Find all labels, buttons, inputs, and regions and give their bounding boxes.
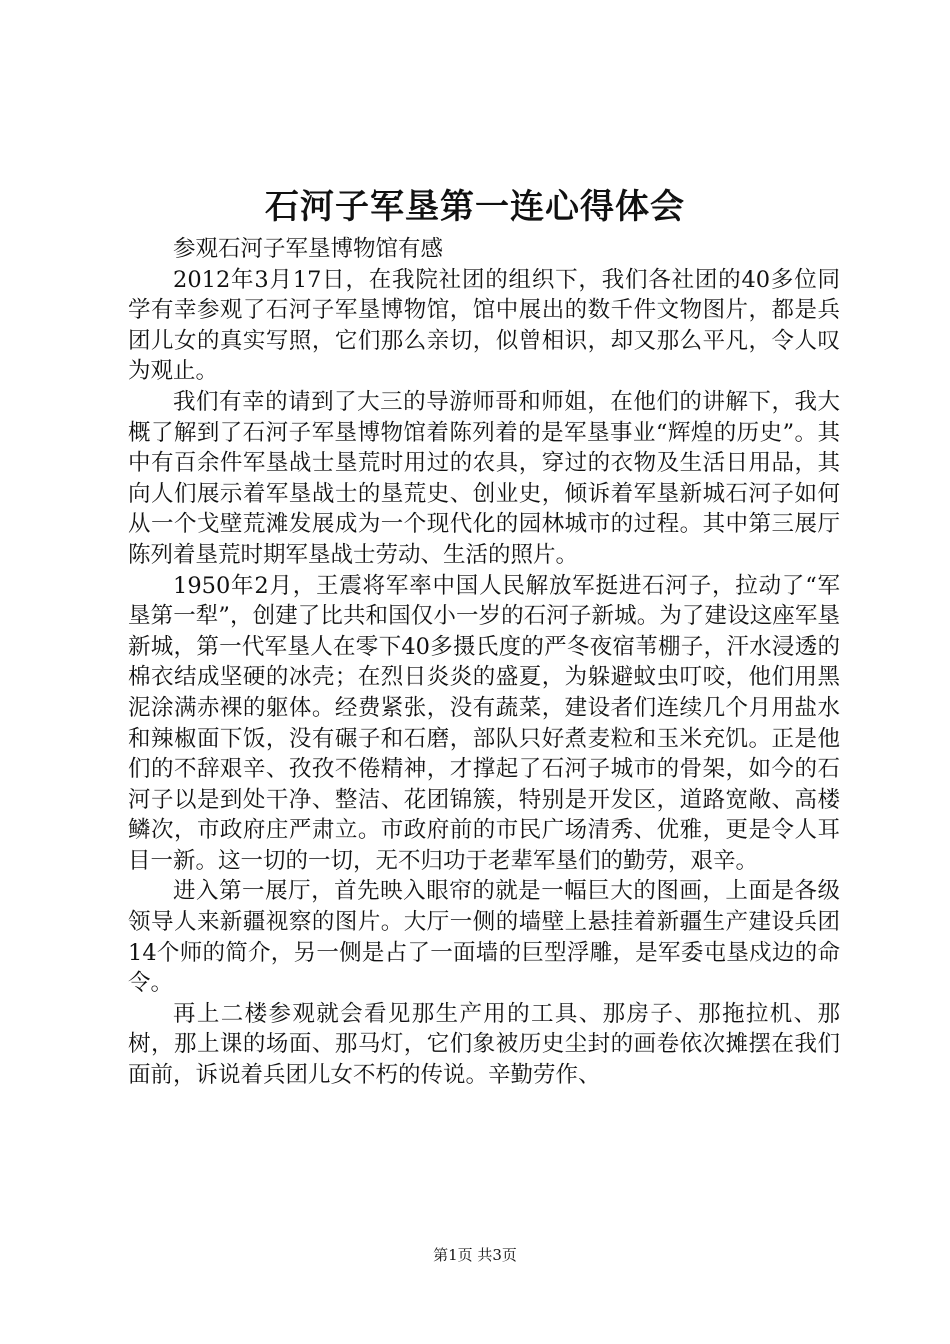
body-paragraph: 再上二楼参观就会看见那生产用的工具、那房子、那拖拉机、那树，那上课的场面、那马灯，它们象被历史尘封的画卷依次摊摆在我们面前，诉说着兵团儿女不朽的传说。辛勤劳作、 <box>128 1000 840 1089</box>
body-paragraph: 我们有幸的请到了大三的导游师哥和师姐，在他们的讲解下，我大概了解到了石河子军垦博物馆着陈列着的是军垦事业“辉煌的历史”。其中有百余件军垦战士垦荒时用过的农具，穿过的衣物及生活日用品，其向人们展示着军垦战士的垦荒史、创业史，倾诉着军垦新城石河子如何从一个戈壁荒滩发展成为一个现代化的园林城市的过程。其中第三展厅陈列着垦荒时期军垦战士劳动、生活的照片。 <box>128 388 840 568</box>
document-title: 石河子军垦第一连心得体会 <box>265 187 685 227</box>
body-paragraph: 进入第一展厅，首先映入眼帘的就是一幅巨大的图画，上面是各级领导人来新疆视察的图片。大厅一侧的墙壁上悬挂着新疆生产建设兵团14个师的简介，另一侧是占了一面墙的巨型浮雕，是军委屯垦戍边的命令。 <box>128 878 840 997</box>
page-footer: 第1页 共3页 <box>433 1246 517 1264</box>
body-paragraph: 1950年2月，王震将军率中国人民解放军挺进石河子，拉动了“军垦第一犁”，创建了比共和国仅小一岁的石河子新城。为了建设这座军垦新城，第一代军垦人在零下40多摄氏度的严冬夜宿苇棚子，汗水浸透的棉衣结成坚硬的冰壳；在烈日炎炎的盛夏，为躲避蚊虫叮咬，他们用黑泥涂满赤裸的躯体。经费紧张，没有蔬菜，建设者们连续几个月用盐水和辣椒面下饭，没有碾子和石磨，部队只好煮麦粒和玉米充饥。正是他们的不辞艰辛、孜孜不倦精神，才撑起了石河子城市的骨架，如今的石河子以是到处干净、整洁、花团锦簇，特别是开发区，道路宽敞、高楼鳞次，市政府庄严肃立。市政府前的市民广场清秀、优雅，更是令人耳目一新。这一切的一切，无不归功于老辈军垦们的勤劳，艰辛。 <box>128 572 840 874</box>
document-body <box>128 234 840 1091</box>
body-paragraph: 2012年3月17日，在我院社团的组织下，我们各社团的40多位同学有幸参观了石河子军垦博物馆，馆中展出的数千件文物图片，都是兵团儿女的真实写照，它们那么亲切，似曾相识，却又那么平凡，令人叹为观止。 <box>128 266 840 385</box>
subtitle-paragraph: 参观石河子军垦博物馆有感 <box>173 236 444 262</box>
